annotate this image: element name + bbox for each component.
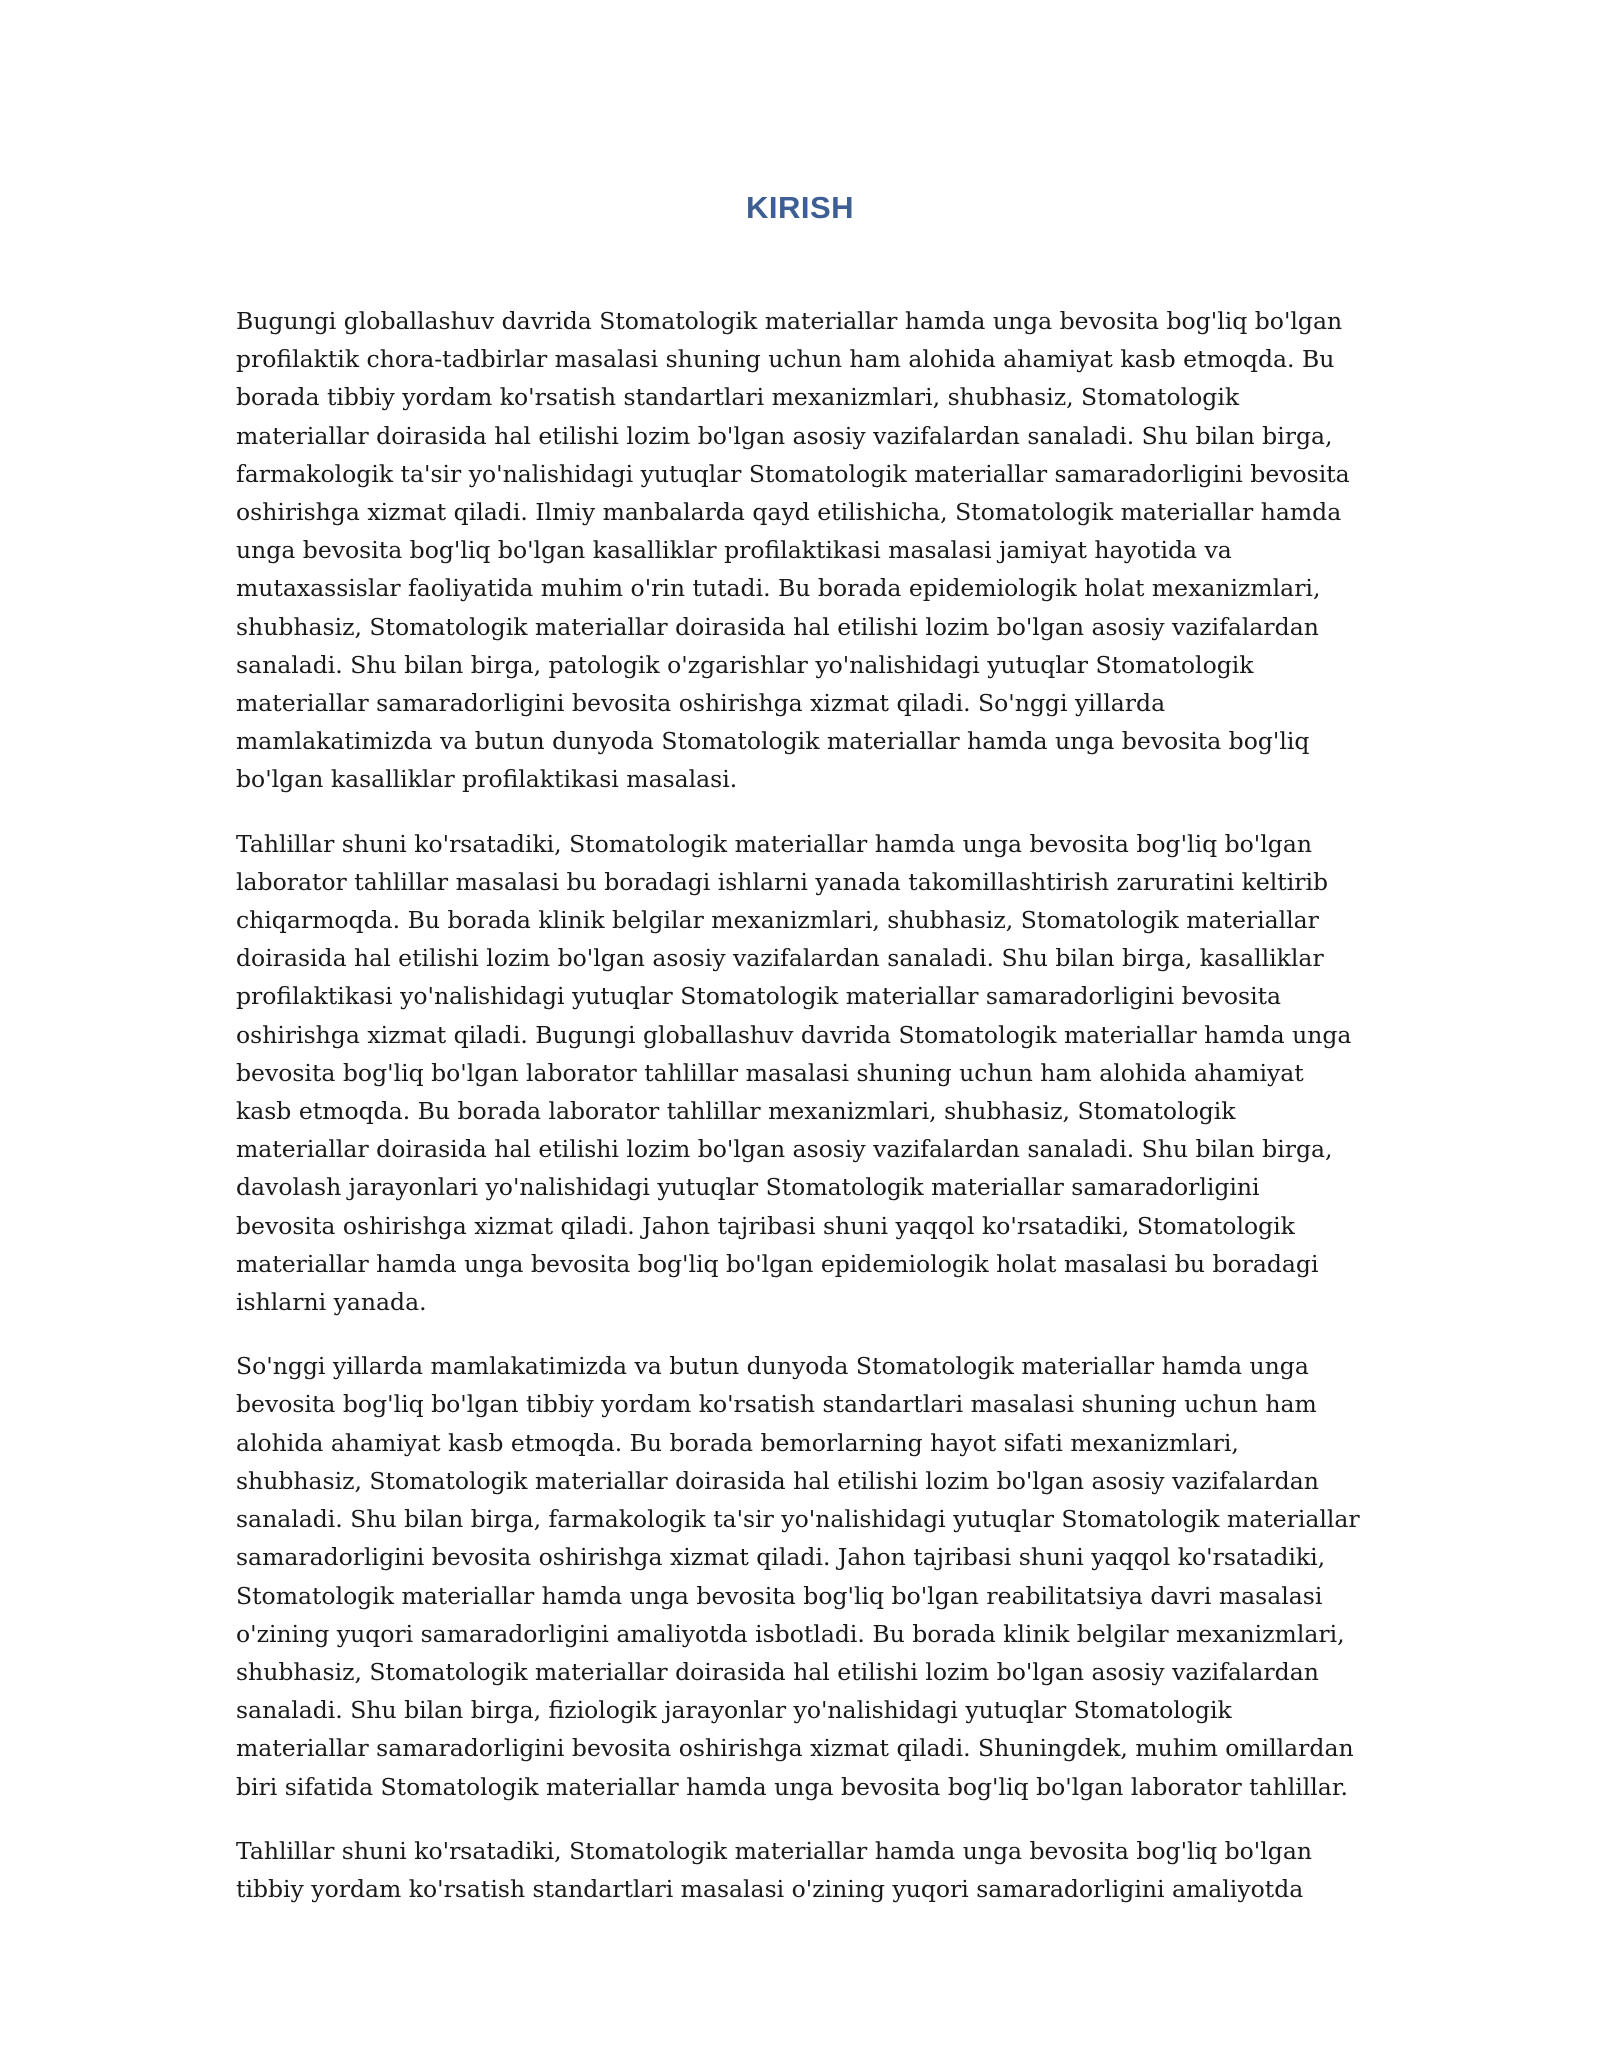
page-title: KIRISH bbox=[745, 190, 855, 225]
paragraph-1: Bugungi globallashuv davrida Stomatologik materiallar hamda unga bevosita bog'liq bo'lgan profilaktik chora-tadbirlar masalasi shuning uchun ham alohida ahamiyat kasb etmoqda. Bu borada tibbiy yordam ko'rsatish standartlari mexanizmlari, shubhasiz, Stomatologik materiallar doirasida hal etilishi lozim bo'lgan asosiy vazifalardan sanaladi. Shu bilan birga, farmakologik ta'sir yo'nalishidagi yutuqlar Stomatologik materiallar samaradorligini bevosita oshirishga xizmat qiladi. Ilmiy manbalarda qayd etilishicha, Stomatologik materiallar hamda unga bevosita bog'liq bo'lgan kasalliklar profilaktikasi masalasi jamiyat hayotida va mutaxassislar faoliyatida muhim o'rin tutadi. Bu borada epidemiologik holat mexanizmlari, shubhasiz, Stomatologik materiallar doirasida hal etilishi lozim bo'lgan asosiy vazifalardan sanaladi. Shu bilan birga, patologik o'zgarishlar yo'nalishidagi yutuqlar Stomatologik materiallar samaradorligini bevosita oshirishga xizmat qiladi. So'nggi yillarda mamlakatimizda va butun dunyoda Stomatologik materiallar hamda unga bevosita bog'liq bo'lgan kasalliklar profilaktikasi masalasi. bbox=[236, 307, 1350, 794]
paragraph-4: Tahlillar shuni ko'rsatadiki, Stomatologik materiallar hamda unga bevosita bog'liq bo'lgan tibbiy yordam ko'rsatish standartlari masalasi o'zining yuqori samaradorligini amaliyotda bbox=[236, 1836, 1312, 1903]
paragraph-3: So'nggi yillarda mamlakatimizda va butun dunyoda Stomatologik materiallar hamda unga bevosita bog'liq bo'lgan tibbiy yordam ko'rsatish standartlari masalasi shuning uchun ham alohida ahamiyat kasb etmoqda. Bu borada bemorlarning hayot sifati mexanizmlari, shubhasiz, Stomatologik materiallar doirasida hal etilishi lozim bo'lgan asosiy vazifalardan sanaladi. Shu bilan birga, farmakologik ta'sir yo'nalishidagi yutuqlar Stomatologik materiallar samaradorligini bevosita oshirishga xizmat qiladi. Jahon tajribasi shuni yaqqol ko'rsatadiki, Stomatologik materiallar hamda unga bevosita bog'liq bo'lgan reabilitatsiya davri masalasi o'zining yuqori samaradorligini amaliyotda isbotladi. Bu borada klinik belgilar mexanizmlari, shubhasiz, Stomatologik materiallar doirasida hal etilishi lozim bo'lgan asosiy vazifalardan sanaladi. Shu bilan birga, fiziologik jarayonlar yo'nalishidagi yutuqlar Stomatologik materiallar samaradorligini bevosita oshirishga xizmat qiladi. Shuningdek, muhim omillardan biri sifatida Stomatologik materiallar hamda unga bevosita bog'liq bo'lgan laborator tahlillar. bbox=[236, 1352, 1360, 1801]
paragraph-2: Tahlillar shuni ko'rsatadiki, Stomatologik materiallar hamda unga bevosita bog'liq bo'lgan laborator tahlillar masalasi bu boradagi ishlarni yanada takomillashtirish zaruratini keltirib chiqarmoqda. Bu borada klinik belgilar mexanizmlari, shubhasiz, Stomatologik materiallar doirasida hal etilishi lozim bo'lgan asosiy vazifalardan sanaladi. Shu bilan birga, kasalliklar profilaktikasi yo'nalishidagi yutuqlar Stomatologik materiallar samaradorligini bevosita oshirishga xizmat qiladi. Bugungi globallashuv davrida Stomatologik materiallar hamda unga bevosita bog'liq bo'lgan laborator tahlillar masalasi shuning uchun ham alohida ahamiyat kasb etmoqda. Bu borada laborator tahlillar mexanizmlari, shubhasiz, Stomatologik materiallar doirasida hal etilishi lozim bo'lgan asosiy vazifalardan sanaladi. Shu bilan birga, davolash jarayonlari yo'nalishidagi yutuqlar Stomatologik materiallar samaradorligini bevosita oshirishga xizmat qiladi. Jahon tajribasi shuni yaqqol ko'rsatadiki, Stomatologik materiallar hamda unga bevosita bog'liq bo'lgan epidemiologik holat masalasi bu boradagi ishlarni yanada. bbox=[236, 829, 1352, 1317]
document-body bbox=[236, 302, 1366, 1934]
